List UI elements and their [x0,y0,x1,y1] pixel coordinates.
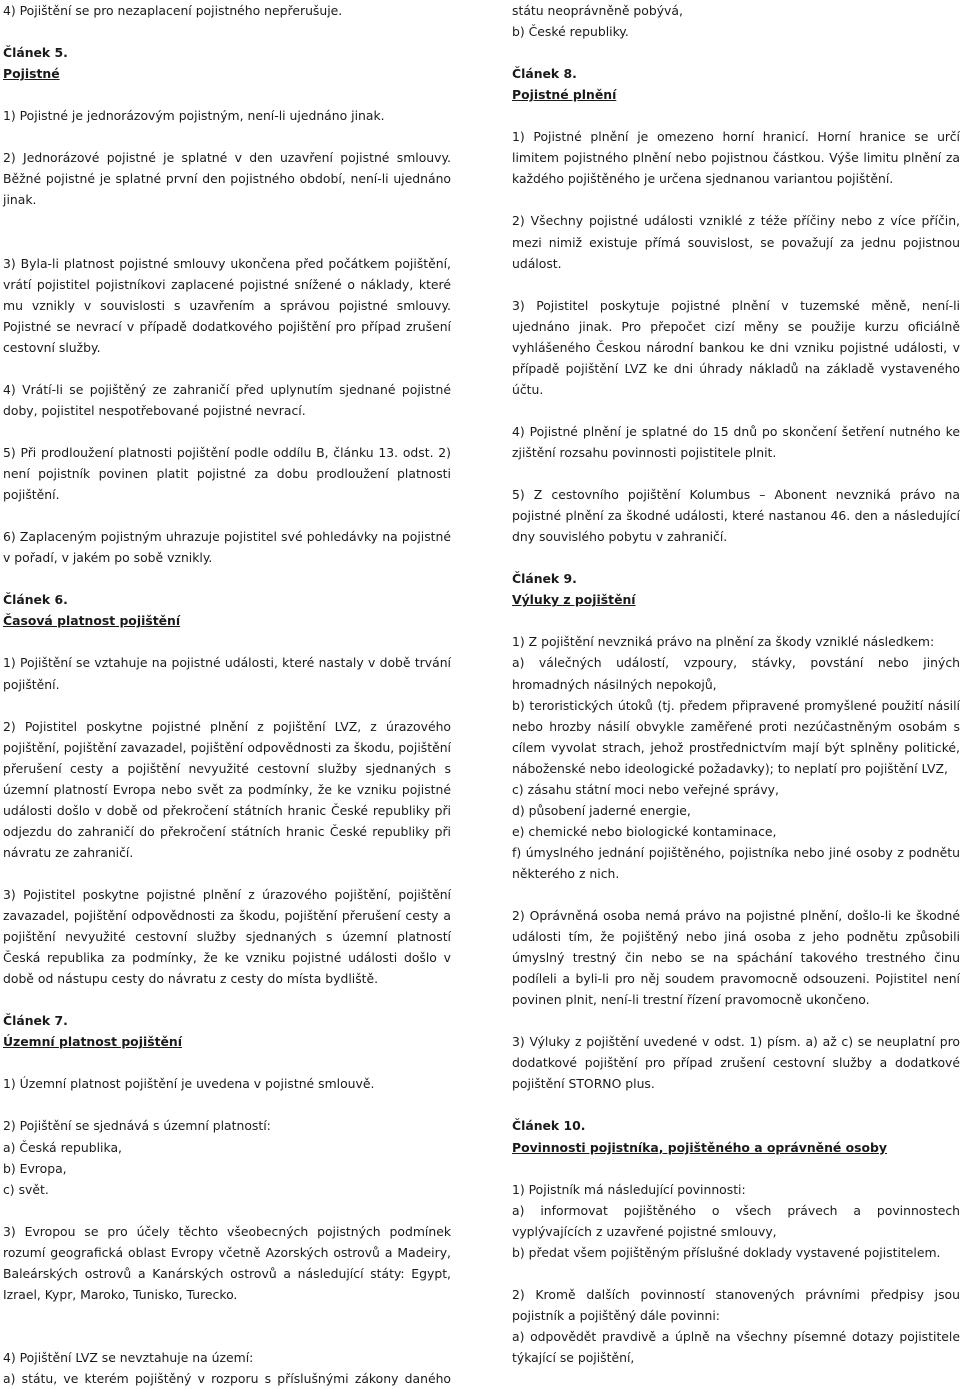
paragraph: 1) Pojistné je jednorázovým pojistným, není-li ujednáno jinak. [3,108,385,124]
paragraph-spacer [3,84,451,105]
paragraph: 2) Pojištění se sjednává s územní platností: [3,1118,271,1134]
paragraph: 1) Z pojištění nevzniká právo na plnění za škody vzniklé následkem: [512,634,935,650]
paragraph: 5) Při prodloužení platnosti pojištění podle oddílu B, článku 13. odst. 2) není pojistník povinen platit pojistné za dobu prodloužení platnosti pojištění. [3,444,451,503]
paragraph: e) chemické nebo biologické kontaminace, [512,823,777,839]
paragraph-spacer [512,189,960,210]
paragraph: b) předat všem pojištěným příslušné doklady vystavené pojistitelem. [512,1244,941,1260]
paragraph: 3) Byla-li platnost pojistné smlouvy ukončena před počátkem pojištění, vrátí pojistitel pojistníkovi zaplacené pojistné snížené o náklady, které mu vznikly v souvislosti s uzavřením a správou pojistné smlouvy. Pojistné se nevrací v případě dodatkového pojištění pro případ zrušení cestovní služby. [3,255,451,355]
paragraph-spacer [3,1305,451,1326]
paragraph-spacer [3,232,451,253]
article-number: Článek 7. [3,1013,68,1029]
paragraph-spacer [3,1094,451,1115]
left-column [3,0,451,1389]
article-heading: Územní platnost pojištění [3,1034,182,1050]
paragraph-spacer [512,1094,960,1115]
paragraph-spacer [3,21,451,42]
paragraph: 2) Jednorázové pojistné je splatné v den uzavření pojistné smlouvy. Běžné pojistné je splatné první den pojistného období, není-li ujednáno jinak. [3,150,451,208]
paragraph: a) odpovědět pravdivě a úplně na všechny písemné dotazy pojistitele týkající se pojištění, [512,1328,960,1365]
paragraph-spacer [512,547,960,568]
paragraph: 4) Vrátí-li se pojištěný ze zahraničí před uplynutím sjednané pojistné doby, pojistitel nespotřebované pojistné nevrací. [3,381,451,418]
right-column [512,0,960,1368]
paragraph-spacer [3,421,451,442]
paragraph: 3) Pojistitel poskytne pojistné plnění z úrazového pojištění, pojištění zavazadel, pojištění odpovědnosti za škodu, pojištění přerušení cesty a pojištění nevyužité cestovní služby sjednaných s územní platností Česká republika za podmínky, že ke vzniku pojistné události došlo v době od nástupu cesty do návratu z cesty do místa bydliště. [3,886,451,987]
paragraph: 2) Pojistitel poskytne pojistné plnění z pojištění LVZ, z úrazového pojištění, pojištění zavazadel, pojištění odpovědnosti za škodu, pojištění přerušení cesty a pojištění nevyužité cestovní služby sjednaných s územní platností Evropa nebo svět za podmínky, že ke vzniku pojistné události došlo v době od překročení státních hranic České republiky při odjezdu do zahraničí do překročení státních hranic České republiky při návratu ze zahraničí. [3,718,451,860]
article-number: Článek 10. [512,1118,586,1134]
paragraph: státu neoprávněně pobývá, [512,3,683,18]
article-heading: Časová platnost pojištění [3,613,181,629]
paragraph: 3) Evropou se pro účely těchto všeobecných pojistných podmínek rozumí geografická oblast Evropy včetně Azorských ostrovů a Madeiry, Baleárských ostrovů a Kanárských ostrovů a následující státy: Egypt, Izrael, Kypr, Maroko, Tunisko, Turecko. [3,1223,451,1302]
paragraph: c) svět. [3,1181,49,1197]
paragraph: 1) Pojistník má následující povinnosti: [512,1181,746,1197]
paragraph-spacer [512,610,960,631]
paragraph: 2) Kromě dalších povinností stanovených právními předpisy jsou pojistník a pojištěný dále povinni: [512,1286,960,1323]
paragraph-spacer [512,463,960,484]
paragraph-spacer [3,989,451,1010]
paragraph-spacer [3,1326,451,1347]
article-heading: Výluky z pojištění [512,592,636,608]
paragraph-spacer [3,210,451,231]
article-heading: Povinnosti pojistníka, pojištěného a oprávněné osoby [512,1139,887,1155]
paragraph: 1) Pojištění se vztahuje na pojistné události, které nastaly v době trvání pojištění. [3,655,451,692]
paragraph: 1) Územní platnost pojištění je uvedena v pojistné smlouvě. [3,1076,375,1092]
paragraph-spacer [3,695,451,716]
paragraph: b) České republiky. [512,24,629,40]
paragraph-spacer [3,568,451,589]
paragraph: c) zásahu státní moci nebo veřejné správy, [512,781,779,797]
paragraph: a) válečných událostí, vzpoury, stávky, povstání nebo jiných hromadných násilných nepokojů, [512,655,960,692]
paragraph-spacer [512,274,960,295]
paragraph: 6) Zaplaceným pojistným uhrazuje pojistitel své pohledávky na pojistné v pořadí, v jakém po sobě vznikly. [3,529,451,566]
paragraph-spacer [512,400,960,421]
paragraph: a) Česká republika, [3,1139,122,1155]
paragraph: b) teroristických útoků (tj. předem připravené promyšlené použití násilí nebo hrozby násilí obvykle zaměřené proti nezúčastněným osobám s cílem vyvolat strach, jehož prostřednictvím mají být splněny politické, náboženské nebo ideologické požadavky); to neplatí pro pojištění LVZ, [512,697,960,776]
paragraph: a) informovat pojištěného o všech právech a povinnostech vyplývajících z uzavřené pojistné smlouvy, [512,1202,960,1239]
paragraph: 3) Výluky z pojištění uvedené v odst. 1) písm. a) až c) se neuplatní pro dodatkové pojištění pro případ zrušení cestovní služby a dodatkové pojištění STORNO plus. [512,1034,960,1092]
paragraph-spacer [512,1158,960,1179]
paragraph-spacer [512,105,960,126]
paragraph: 4) Pojistné plnění je splatné do 15 dnů po skončení šetření nutného ke zjištění rozsahu povinnosti pojistitele plnit. [512,423,960,460]
article-number: Článek 6. [3,592,68,608]
article-heading: Pojistné [3,66,60,82]
paragraph: 2) Oprávněná osoba nemá právo na pojistné plnění, došlo-li ke škodné události tím, že pojištěný nebo jiná osoba z jeho podnětu způsobili úmyslný trestný čin nebo se na spáchání takového trestného činu podíleli a byli-li pro něj soudem pravomocně odsouzeni. Pojistitel není povinen plnit, není-li trestní řízení pravomocně ukončeno. [512,908,960,1008]
article-number: Článek 8. [512,66,577,82]
paragraph-spacer [512,1010,960,1031]
paragraph-spacer [3,631,451,652]
paragraph: 2) Všechny pojistné události vzniklé z téže příčiny nebo z více příčin, mezi nimiž existuje přímá souvislost, se považují za jednu pojistnou událost. [512,213,960,271]
paragraph-spacer [3,1200,451,1221]
paragraph-spacer [512,884,960,905]
paragraph-spacer [3,126,451,147]
paragraph: a) státu, ve kterém pojištěný v rozporu s příslušnými zákony daného [3,1371,451,1387]
paragraph: d) působení jaderné energie, [512,802,691,818]
paragraph: 3) Pojistitel poskytuje pojistné plnění v tuzemské měně, není-li ujednáno jinak. Pro přepočet cizí měny se použije kurzu oficiálně vyhlášeného Českou národní bankou ke dni vzniku pojistné události, v případě pojištění LVZ ke dni úhrady nákladů na základě vystaveného účtu. [512,297,960,397]
paragraph-spacer [3,358,451,379]
article-heading: Pojistné plnění [512,87,617,103]
paragraph: b) Evropa, [3,1160,67,1176]
paragraph-spacer [3,505,451,526]
paragraph: 4) Pojištění se pro nezaplacení pojistného nepřerušuje. [3,3,343,18]
paragraph-spacer [512,1263,960,1284]
paragraph-spacer [3,863,451,884]
paragraph: f) úmyslného jednání pojištěného, pojistníka nebo jiné osoby z podnětu některého z nich. [512,844,960,881]
paragraph-spacer [3,1052,451,1073]
paragraph: 4) Pojištění LVZ se nevztahuje na území: [3,1350,254,1365]
paragraph-spacer [512,42,960,63]
article-number: Článek 9. [512,571,577,587]
article-number: Článek 5. [3,45,68,61]
paragraph: 1) Pojistné plnění je omezeno horní hranicí. Horní hranice se určí limitem pojistného plnění nebo pojistnou částkou. Výše limitu plnění za každého pojištěného je určena sjednanou variantou pojištění. [512,129,960,187]
paragraph: 5) Z cestovního pojištění Kolumbus – Abonent nevzniká právo na pojistné plnění za škodné události, které nastanou 46. den a následující dny souvislého pobytu v zahraničí. [512,487,960,545]
